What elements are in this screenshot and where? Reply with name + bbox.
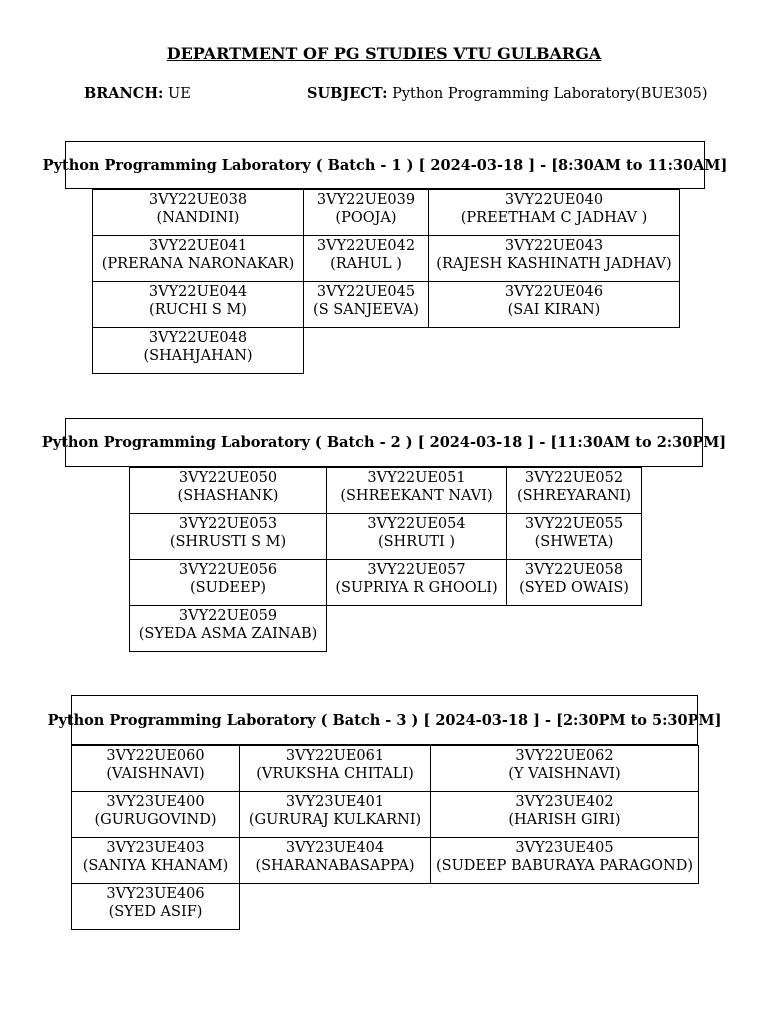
batch-2-heading: Python Programming Laboratory ( Batch - 2 ) [ 2024-03-18 ] - [11:30AM to 2:30PM]	[65, 418, 703, 467]
student-name: (SHREYARANI)	[516, 488, 632, 504]
student-name: (S SANJEEVA)	[313, 302, 419, 318]
student-name: (SYED OWAIS)	[519, 580, 629, 596]
student-cell	[507, 468, 642, 514]
student-name: (SHWETA)	[534, 534, 614, 550]
student-usn: 3VY22UE051	[367, 470, 466, 486]
student-name: (SAI KIRAN)	[507, 302, 601, 318]
branch-info	[84, 85, 191, 102]
student-name: (POOJA)	[335, 210, 397, 226]
student-usn: 3VY23UE404	[285, 840, 385, 856]
batch-3-heading: Python Programming Laboratory ( Batch - 3 ) [ 2024-03-18 ] - [2:30PM to 5:30PM]	[71, 695, 698, 745]
student-usn: 3VY22UE057	[367, 562, 466, 578]
student-name: (PRERANA NARONAKAR)	[101, 256, 295, 272]
student-name: (SHAHJAHAN)	[143, 348, 253, 364]
student-cell	[429, 236, 680, 282]
student-name: (SANIYA KHANAM)	[82, 858, 229, 874]
table-row	[93, 282, 680, 328]
student-cell	[431, 792, 699, 838]
student-usn: 3VY22UE052	[524, 470, 624, 486]
student-name: (SUDEEP BABURAYA PARAGOND)	[435, 858, 694, 874]
empty-cell	[304, 328, 429, 374]
student-usn: 3VY23UE402	[515, 794, 614, 810]
student-cell	[431, 838, 699, 884]
student-name: (RAJESH KASHINATH JADHAV)	[436, 256, 672, 272]
student-usn: 3VY23UE405	[515, 840, 614, 856]
subject-value: Python Programming Laboratory(BUE305)	[392, 86, 708, 102]
student-name: (SUPRIYA R GHOOLI)	[335, 580, 498, 596]
student-name: (HARISH GIRI)	[508, 812, 621, 828]
branch-label: BRANCH:	[84, 85, 164, 102]
batch-1-table	[92, 189, 680, 374]
empty-cell	[507, 606, 642, 652]
student-name: (GURURAJ KULKARNI)	[248, 812, 422, 828]
student-cell	[93, 282, 304, 328]
student-usn: 3VY22UE058	[524, 562, 624, 578]
student-name: (VRUKSHA CHITALI)	[256, 766, 414, 782]
student-usn: 3VY22UE044	[148, 284, 248, 300]
student-usn: 3VY22UE046	[504, 284, 604, 300]
student-cell	[327, 560, 507, 606]
student-name: (SHRUTI )	[377, 534, 456, 550]
empty-cell	[431, 884, 699, 930]
student-name: (SHRUSTI S M)	[169, 534, 287, 550]
student-usn: 3VY22UE062	[515, 748, 614, 764]
student-usn: 3VY22UE039	[316, 192, 416, 208]
table-row	[72, 838, 699, 884]
student-usn: 3VY22UE043	[504, 238, 604, 254]
student-usn: 3VY22UE061	[285, 748, 385, 764]
student-usn: 3VY22UE053	[178, 516, 278, 532]
student-name: (VAISHNAVI)	[106, 766, 205, 782]
table-row	[130, 468, 642, 514]
student-cell	[72, 746, 240, 792]
student-usn: 3VY22UE056	[178, 562, 278, 578]
student-cell	[429, 282, 680, 328]
table-row	[93, 190, 680, 236]
student-usn: 3VY23UE406	[106, 886, 205, 902]
student-cell	[240, 792, 431, 838]
table-row	[72, 746, 699, 792]
student-cell	[327, 514, 507, 560]
student-cell	[130, 606, 327, 652]
student-name: (SYED ASIF)	[108, 904, 203, 920]
batch-3-table	[71, 745, 699, 930]
student-name: (Y VAISHNAVI)	[508, 766, 621, 782]
student-name: (SHASHANK)	[177, 488, 279, 504]
student-usn: 3VY22UE055	[524, 516, 624, 532]
student-cell	[72, 838, 240, 884]
student-cell	[93, 328, 304, 374]
batch-2-table	[129, 467, 642, 652]
student-cell	[72, 792, 240, 838]
student-name: (SHARANABASAPPA)	[255, 858, 415, 874]
student-name: (RUCHI S M)	[149, 302, 247, 318]
table-row	[72, 792, 699, 838]
student-cell	[130, 514, 327, 560]
student-cell	[93, 236, 304, 282]
table-row	[130, 560, 642, 606]
student-cell	[429, 190, 680, 236]
student-cell	[304, 190, 429, 236]
student-name: (NANDINI)	[156, 210, 240, 226]
student-usn: 3VY22UE041	[148, 238, 248, 254]
student-cell	[72, 884, 240, 930]
empty-cell	[327, 606, 507, 652]
empty-cell	[429, 328, 680, 374]
batch-1-heading: Python Programming Laboratory ( Batch - 1 ) [ 2024-03-18 ] - [8:30AM to 11:30AM]	[65, 141, 705, 189]
table-row	[130, 606, 642, 652]
student-cell	[130, 468, 327, 514]
student-usn: 3VY22UE045	[316, 284, 416, 300]
student-cell	[304, 236, 429, 282]
student-usn: 3VY22UE048	[148, 330, 248, 346]
table-row	[93, 328, 680, 374]
student-cell	[507, 560, 642, 606]
student-name: (PREETHAM C JADHAV )	[460, 210, 648, 226]
empty-cell	[240, 884, 431, 930]
table-row	[130, 514, 642, 560]
student-cell	[431, 746, 699, 792]
student-cell	[327, 468, 507, 514]
student-cell	[240, 746, 431, 792]
branch-value: UE	[168, 86, 191, 102]
page-title: DEPARTMENT OF PG STUDIES VTU GULBARGA	[166, 44, 602, 63]
table-row	[93, 236, 680, 282]
student-name: (SHREEKANT NAVI)	[340, 488, 493, 504]
student-usn: 3VY22UE054	[367, 516, 466, 532]
student-cell	[507, 514, 642, 560]
student-cell	[93, 190, 304, 236]
subject-label: SUBJECT:	[307, 85, 388, 102]
student-usn: 3VY22UE040	[504, 192, 604, 208]
student-cell	[304, 282, 429, 328]
student-cell	[130, 560, 327, 606]
student-usn: 3VY22UE038	[148, 192, 248, 208]
student-usn: 3VY22UE060	[106, 748, 205, 764]
subject-info	[307, 85, 708, 102]
student-usn: 3VY22UE059	[178, 608, 278, 624]
student-name: (SYEDA ASMA ZAINAB)	[138, 626, 318, 642]
student-name: (SUDEEP)	[189, 580, 267, 596]
student-cell	[240, 838, 431, 884]
student-usn: 3VY22UE042	[316, 238, 416, 254]
student-name: (RAHUL )	[330, 256, 402, 272]
table-row	[72, 884, 699, 930]
student-usn: 3VY23UE403	[106, 840, 205, 856]
student-name: (GURUGOVIND)	[94, 812, 217, 828]
student-usn: 3VY22UE050	[178, 470, 278, 486]
student-usn: 3VY23UE400	[106, 794, 205, 810]
student-usn: 3VY23UE401	[285, 794, 385, 810]
